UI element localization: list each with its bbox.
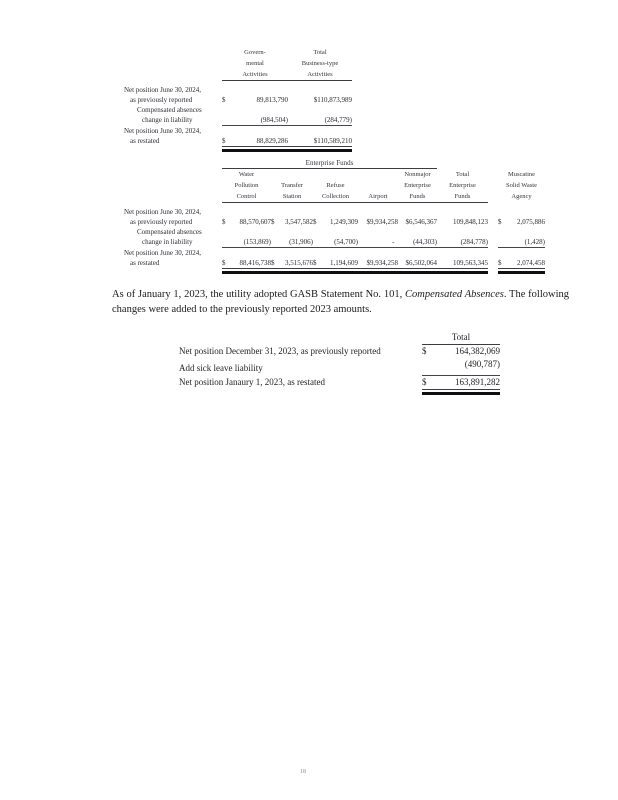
table-cell [358, 237, 398, 247]
amount: 3,547,582 [285, 218, 313, 226]
amount: (44,303) [413, 238, 437, 246]
amount: 164,382,069 [455, 346, 500, 356]
header-line: Total [313, 49, 327, 56]
row-label [124, 85, 222, 105]
row-label-line: change in liability [142, 238, 193, 246]
table-row [179, 376, 500, 389]
table1-header-row [222, 47, 352, 81]
total-double-rule [222, 146, 352, 152]
header-line: Pollution [234, 182, 259, 189]
table-cell [222, 136, 288, 146]
row-label [124, 126, 222, 146]
amount: $110,873,989 [313, 96, 352, 104]
header-line: Solid Waste [506, 182, 537, 189]
amount: $6,546,367 [405, 218, 437, 226]
amount: 1,249,309 [330, 218, 358, 226]
currency: $ [222, 218, 226, 226]
table-cell [498, 237, 545, 247]
currency: $ [222, 259, 226, 267]
table-row [124, 126, 352, 146]
row-label-line: Net position June 30, 2024, [124, 127, 201, 135]
table-cell [398, 237, 437, 247]
header-line: Activities [307, 71, 333, 78]
header-line: Water [238, 171, 255, 178]
amount: (490,787) [464, 359, 500, 369]
table-cell [288, 136, 352, 146]
rule-segment [222, 247, 488, 248]
header-line: Control [236, 193, 257, 200]
row-label-line: as previously reported [130, 96, 193, 104]
row-label-line: as previously reported [130, 218, 193, 226]
row-label-line: as restated [130, 259, 160, 267]
header-line [358, 180, 398, 191]
amount: $9,934,258 [366, 259, 398, 267]
enterprise-funds-restatement-table [124, 158, 545, 274]
table-cell [437, 237, 488, 247]
statement-title-italic: Compensated Absences [405, 289, 504, 300]
currency: $ [422, 377, 427, 387]
table-cell [271, 217, 313, 227]
amount: (1,428) [524, 238, 545, 246]
enterprise-funds-header-group [222, 158, 488, 203]
column-header-total-enterprise-funds [437, 169, 488, 202]
table-cell [313, 258, 358, 268]
table-cell [422, 345, 500, 358]
row-label-line: Net position June 30, 2024, [124, 86, 201, 94]
column-gap [488, 268, 498, 274]
header-line: Business-type [301, 60, 339, 67]
table-cell [422, 358, 500, 371]
table-cell [358, 258, 398, 268]
total-net-position-restatement-table [179, 331, 500, 395]
header-line: Nonmajor [404, 171, 431, 178]
row-label-line: as restated [130, 137, 160, 145]
table-row [124, 85, 352, 105]
row-label [124, 248, 222, 268]
table-cell [437, 217, 488, 227]
currency: $ [422, 346, 427, 356]
table-row [179, 345, 500, 358]
amount: (284,779) [324, 116, 352, 124]
currency: $ [313, 259, 317, 267]
header-line: Total [455, 171, 470, 178]
column-header-business-type [288, 47, 352, 80]
table-cell [288, 115, 352, 125]
row-label [124, 105, 222, 125]
header-line: Enterprise [449, 182, 476, 189]
header-line: Govern- [244, 49, 266, 56]
table-cell [271, 237, 313, 247]
table-cell [437, 258, 488, 268]
total-double-rule [222, 268, 545, 274]
total-double-rule [422, 389, 500, 395]
table-cell [222, 258, 271, 268]
column-gap [488, 247, 498, 248]
table-cell [222, 217, 271, 227]
column-gap [488, 158, 498, 203]
table-row [124, 248, 545, 268]
table-cell [288, 95, 352, 105]
column-header-airport [358, 169, 398, 202]
amount: $6,502,064 [405, 259, 437, 267]
row-label [124, 207, 222, 227]
row-label-line: Net position June 30, 2024, [124, 208, 201, 216]
table-cell [222, 237, 271, 247]
amount: - [392, 238, 398, 246]
header-line [313, 169, 358, 180]
amount: 3,515,676 [285, 259, 313, 267]
header-line [358, 169, 398, 180]
amount: 1,194,609 [330, 259, 358, 267]
column-header-refuse-collection [313, 169, 358, 202]
header-line: mental [246, 60, 264, 67]
table-cell [498, 258, 545, 268]
header-line: Refuse [326, 182, 345, 189]
currency: $ [222, 137, 226, 145]
header-line: Funds [454, 193, 471, 200]
amount: 2,075,886 [517, 218, 545, 226]
column-header-muscatine-solid-waste-agency [498, 158, 545, 203]
row-label-line: Compensated absences [137, 228, 202, 236]
header-line: Agency [511, 193, 532, 200]
amount: 88,416,738 [239, 259, 271, 267]
rule-segment [498, 247, 545, 248]
column-header-nonmajor-enterprise-funds [398, 169, 437, 202]
row-label: Net position Janaury 1, 2023, as restated [179, 377, 325, 387]
table2-header-row [222, 158, 545, 203]
header-line [271, 169, 313, 180]
header-line: Enterprise [404, 182, 431, 189]
header-line: Collection [321, 193, 350, 200]
table-row [179, 358, 500, 375]
currency: $ [498, 218, 502, 226]
column-header-governmental [222, 47, 288, 80]
amount: 2,074,458 [517, 259, 545, 267]
table-cell [313, 217, 358, 227]
currency: $ [498, 259, 502, 267]
rule-segment [222, 268, 488, 274]
amount: (54,700) [334, 238, 358, 246]
column-header-water-pollution-control [222, 169, 271, 202]
currency: $ [271, 259, 275, 267]
row-label-line: Compensated absences [137, 106, 202, 114]
currency: $ [222, 96, 226, 104]
header-line: Transfer [281, 182, 303, 189]
amount: (31,906) [289, 238, 313, 246]
amount: $9,934,258 [366, 218, 398, 226]
currency: $ [313, 218, 317, 226]
header-line: Station [282, 193, 302, 200]
amount: (284,778) [460, 238, 488, 246]
row-label: Net position December 31, 2023, as previously reported [179, 346, 381, 356]
row-label [124, 227, 222, 247]
row-label: Add sick leave liability [179, 363, 263, 373]
header-line: Airport [368, 193, 388, 200]
table-cell [222, 115, 288, 125]
row-label-line: change in liability [142, 116, 193, 124]
amount: (984,504) [260, 116, 288, 124]
table-cell [398, 217, 437, 227]
table-cell [222, 95, 288, 105]
rule-segment [498, 268, 545, 274]
column-header-transfer-station [271, 169, 313, 202]
column-header-total: Total [422, 331, 500, 345]
table-cell [313, 237, 358, 247]
amount: (153,869) [243, 238, 271, 246]
amount: 89,813,790 [256, 96, 288, 104]
table-row [124, 105, 352, 125]
table-cell [358, 217, 398, 227]
table-row [124, 207, 545, 227]
header-line: Muscatine [507, 171, 536, 178]
table-cell [422, 376, 500, 389]
subtotal-rule [222, 247, 545, 248]
govt-wide-restatement-table [124, 47, 352, 152]
amount: 88,829,286 [256, 137, 288, 145]
page-number: 18 [300, 769, 306, 775]
paragraph-text: As of January 1, 2023, the utility adopted GASB Statement No. 101, [112, 289, 405, 300]
amount: 163,891,282 [455, 377, 500, 387]
header-line: Activities [242, 71, 268, 78]
paragraph-text: . The following changes were added to the previously reported 2023 amounts. [112, 289, 569, 315]
header-line: Funds [409, 193, 426, 200]
table-cell [271, 258, 313, 268]
table-cell [498, 217, 545, 227]
table-cell [398, 258, 437, 268]
amount: 109,563,345 [453, 259, 488, 267]
amount: 109,848,123 [453, 218, 488, 226]
amount: 88,570,607 [239, 218, 271, 226]
row-label-line: Net position June 30, 2024, [124, 249, 201, 257]
group-header-enterprise-funds: Enterprise Funds [222, 158, 437, 169]
gasb-101-paragraph [112, 288, 569, 317]
currency: $ [271, 218, 275, 226]
table-row [124, 227, 545, 247]
amount: $110,589,210 [313, 137, 352, 145]
